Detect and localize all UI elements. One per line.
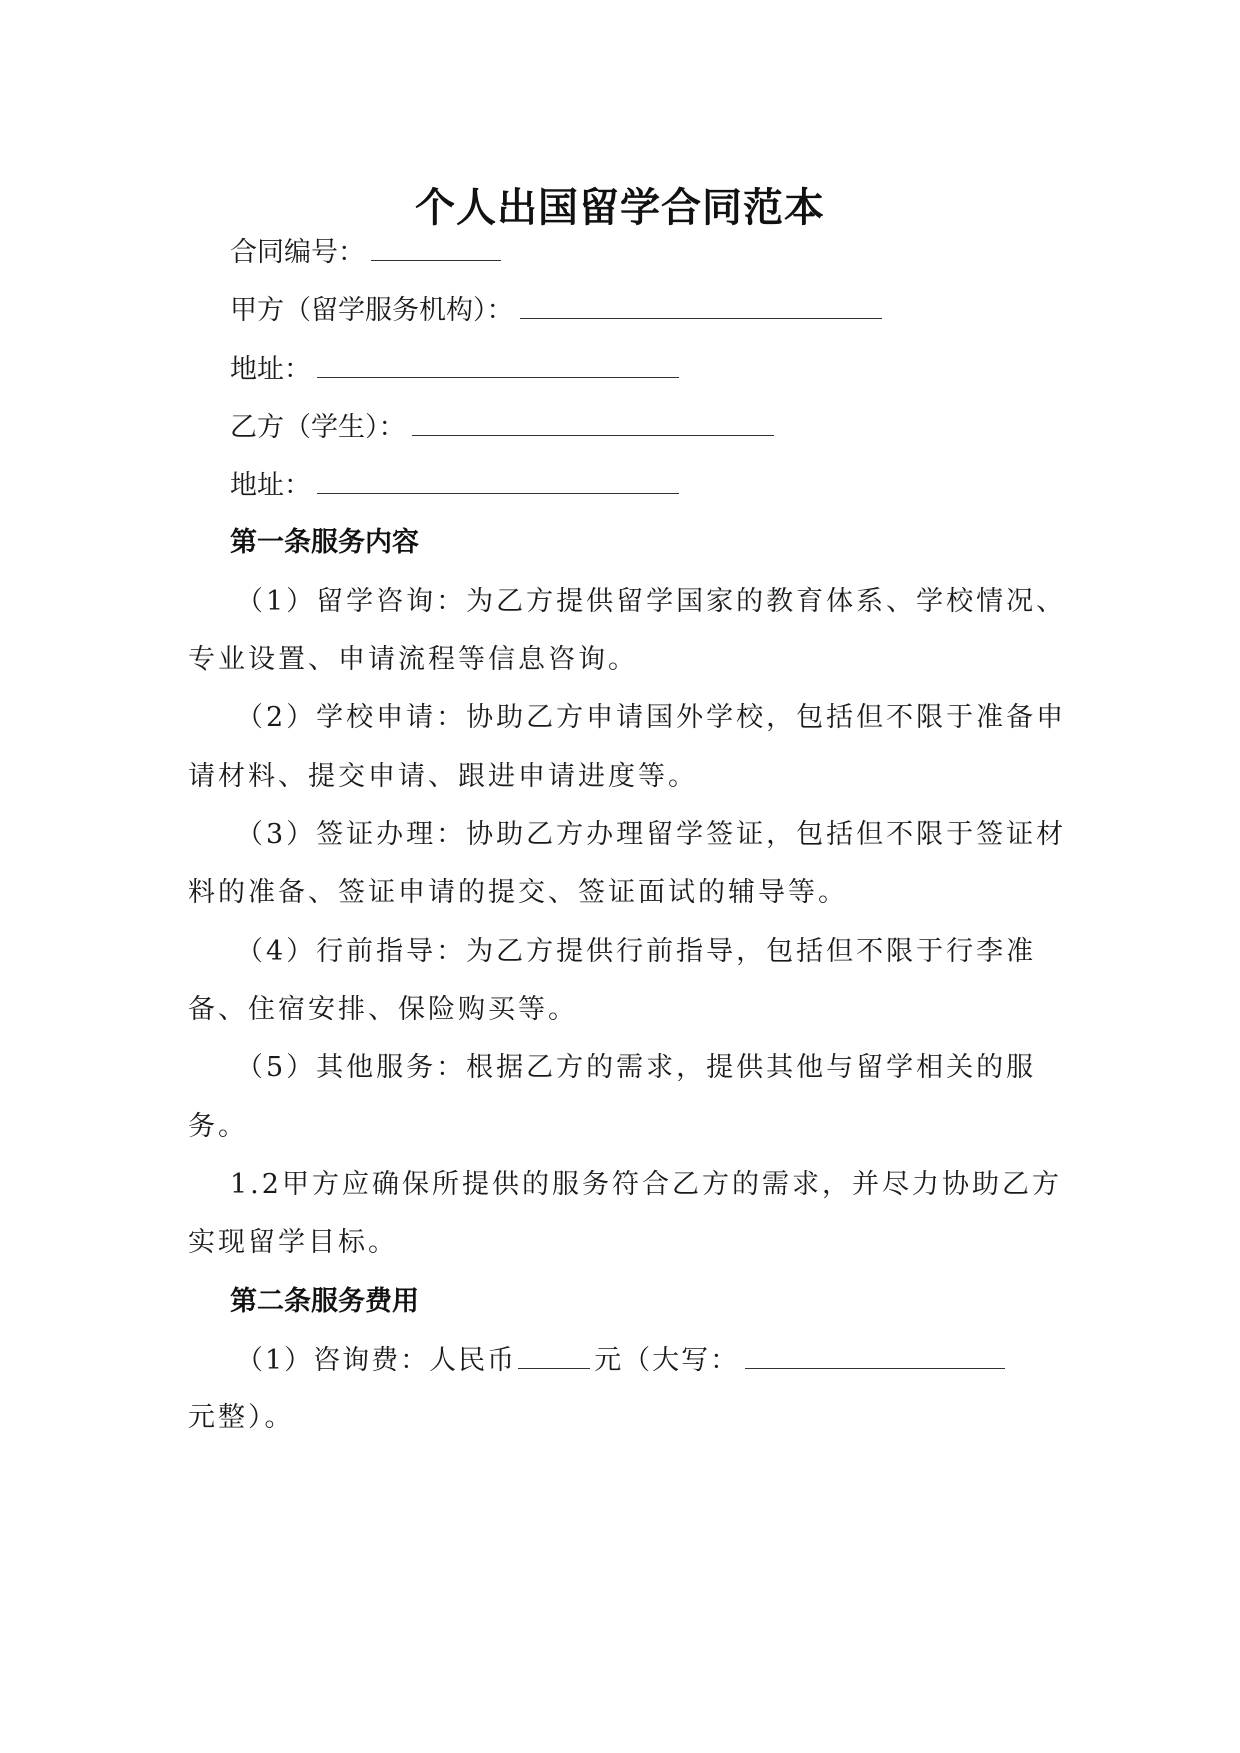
party-a-label: 甲方（留学服务机构）： (230, 295, 514, 326)
section1-item5-line1: （5）其他服务：根据乙方的需求，提供其他与留学相关的服 (236, 1052, 1037, 1083)
party-a-blank (520, 290, 882, 319)
address-a-field (230, 349, 679, 390)
consulting-fee-uppercase-blank (745, 1340, 1005, 1369)
address-a-blank (317, 349, 679, 378)
contract-number-blank (371, 232, 501, 261)
party-a-field (230, 290, 882, 331)
address-b-field (230, 465, 679, 506)
section1-item4-line1: （4）行前指导：为乙方提供行前指导，包括但不限于行李准 (236, 936, 1037, 967)
clause-1-2-line2: 实现留学目标。 (188, 1227, 398, 1258)
section1-item2-line2: 请材料、提交申请、跟进申请进度等。 (188, 761, 698, 792)
section2-heading: 第二条服务费用 (230, 1286, 419, 1317)
section1-item1-line2: 专业设置、申请流程等信息咨询。 (188, 644, 638, 675)
section2-item1-line2: 元整）。 (188, 1402, 295, 1433)
section1-heading: 第一条服务内容 (230, 527, 419, 558)
section1-item1-line1: （1）留学咨询：为乙方提供留学国家的教育体系、学校情况、 (236, 586, 1067, 617)
section1-item3-line2: 料的准备、签证申请的提交、签证面试的辅导等。 (188, 877, 848, 908)
contract-number-field (230, 232, 501, 273)
address-a-label: 地址： (230, 354, 311, 385)
section1-item5-line2: 务。 (188, 1111, 248, 1142)
document-title: 个人出国留学合同范本 (415, 185, 825, 231)
address-b-blank (317, 465, 679, 494)
contract-number-label: 合同编号： (230, 237, 365, 268)
section2-item1-line1 (236, 1340, 1005, 1381)
section1-item3-line1: （3）签证办理：协助乙方办理留学签证，包括但不限于签证材 (236, 819, 1067, 850)
section1-item4-line2: 备、住宿安排、保险购买等。 (188, 994, 578, 1025)
address-b-label: 地址： (230, 470, 311, 501)
consulting-fee-uppercase-label: 元（大写： (594, 1345, 740, 1376)
section1-item2-line1: （2）学校申请：协助乙方申请国外学校，包括但不限于准备申 (236, 702, 1067, 733)
party-b-field (230, 407, 774, 448)
consulting-fee-label: （1）咨询费：人民币 (236, 1345, 517, 1376)
consulting-fee-amount-blank (518, 1340, 590, 1369)
party-b-label: 乙方（学生）： (230, 412, 406, 443)
party-b-blank (412, 407, 774, 436)
clause-1-2-line1: 1.2甲方应确保所提供的服务符合乙方的需求，并尽力协助乙方 (230, 1169, 1062, 1200)
